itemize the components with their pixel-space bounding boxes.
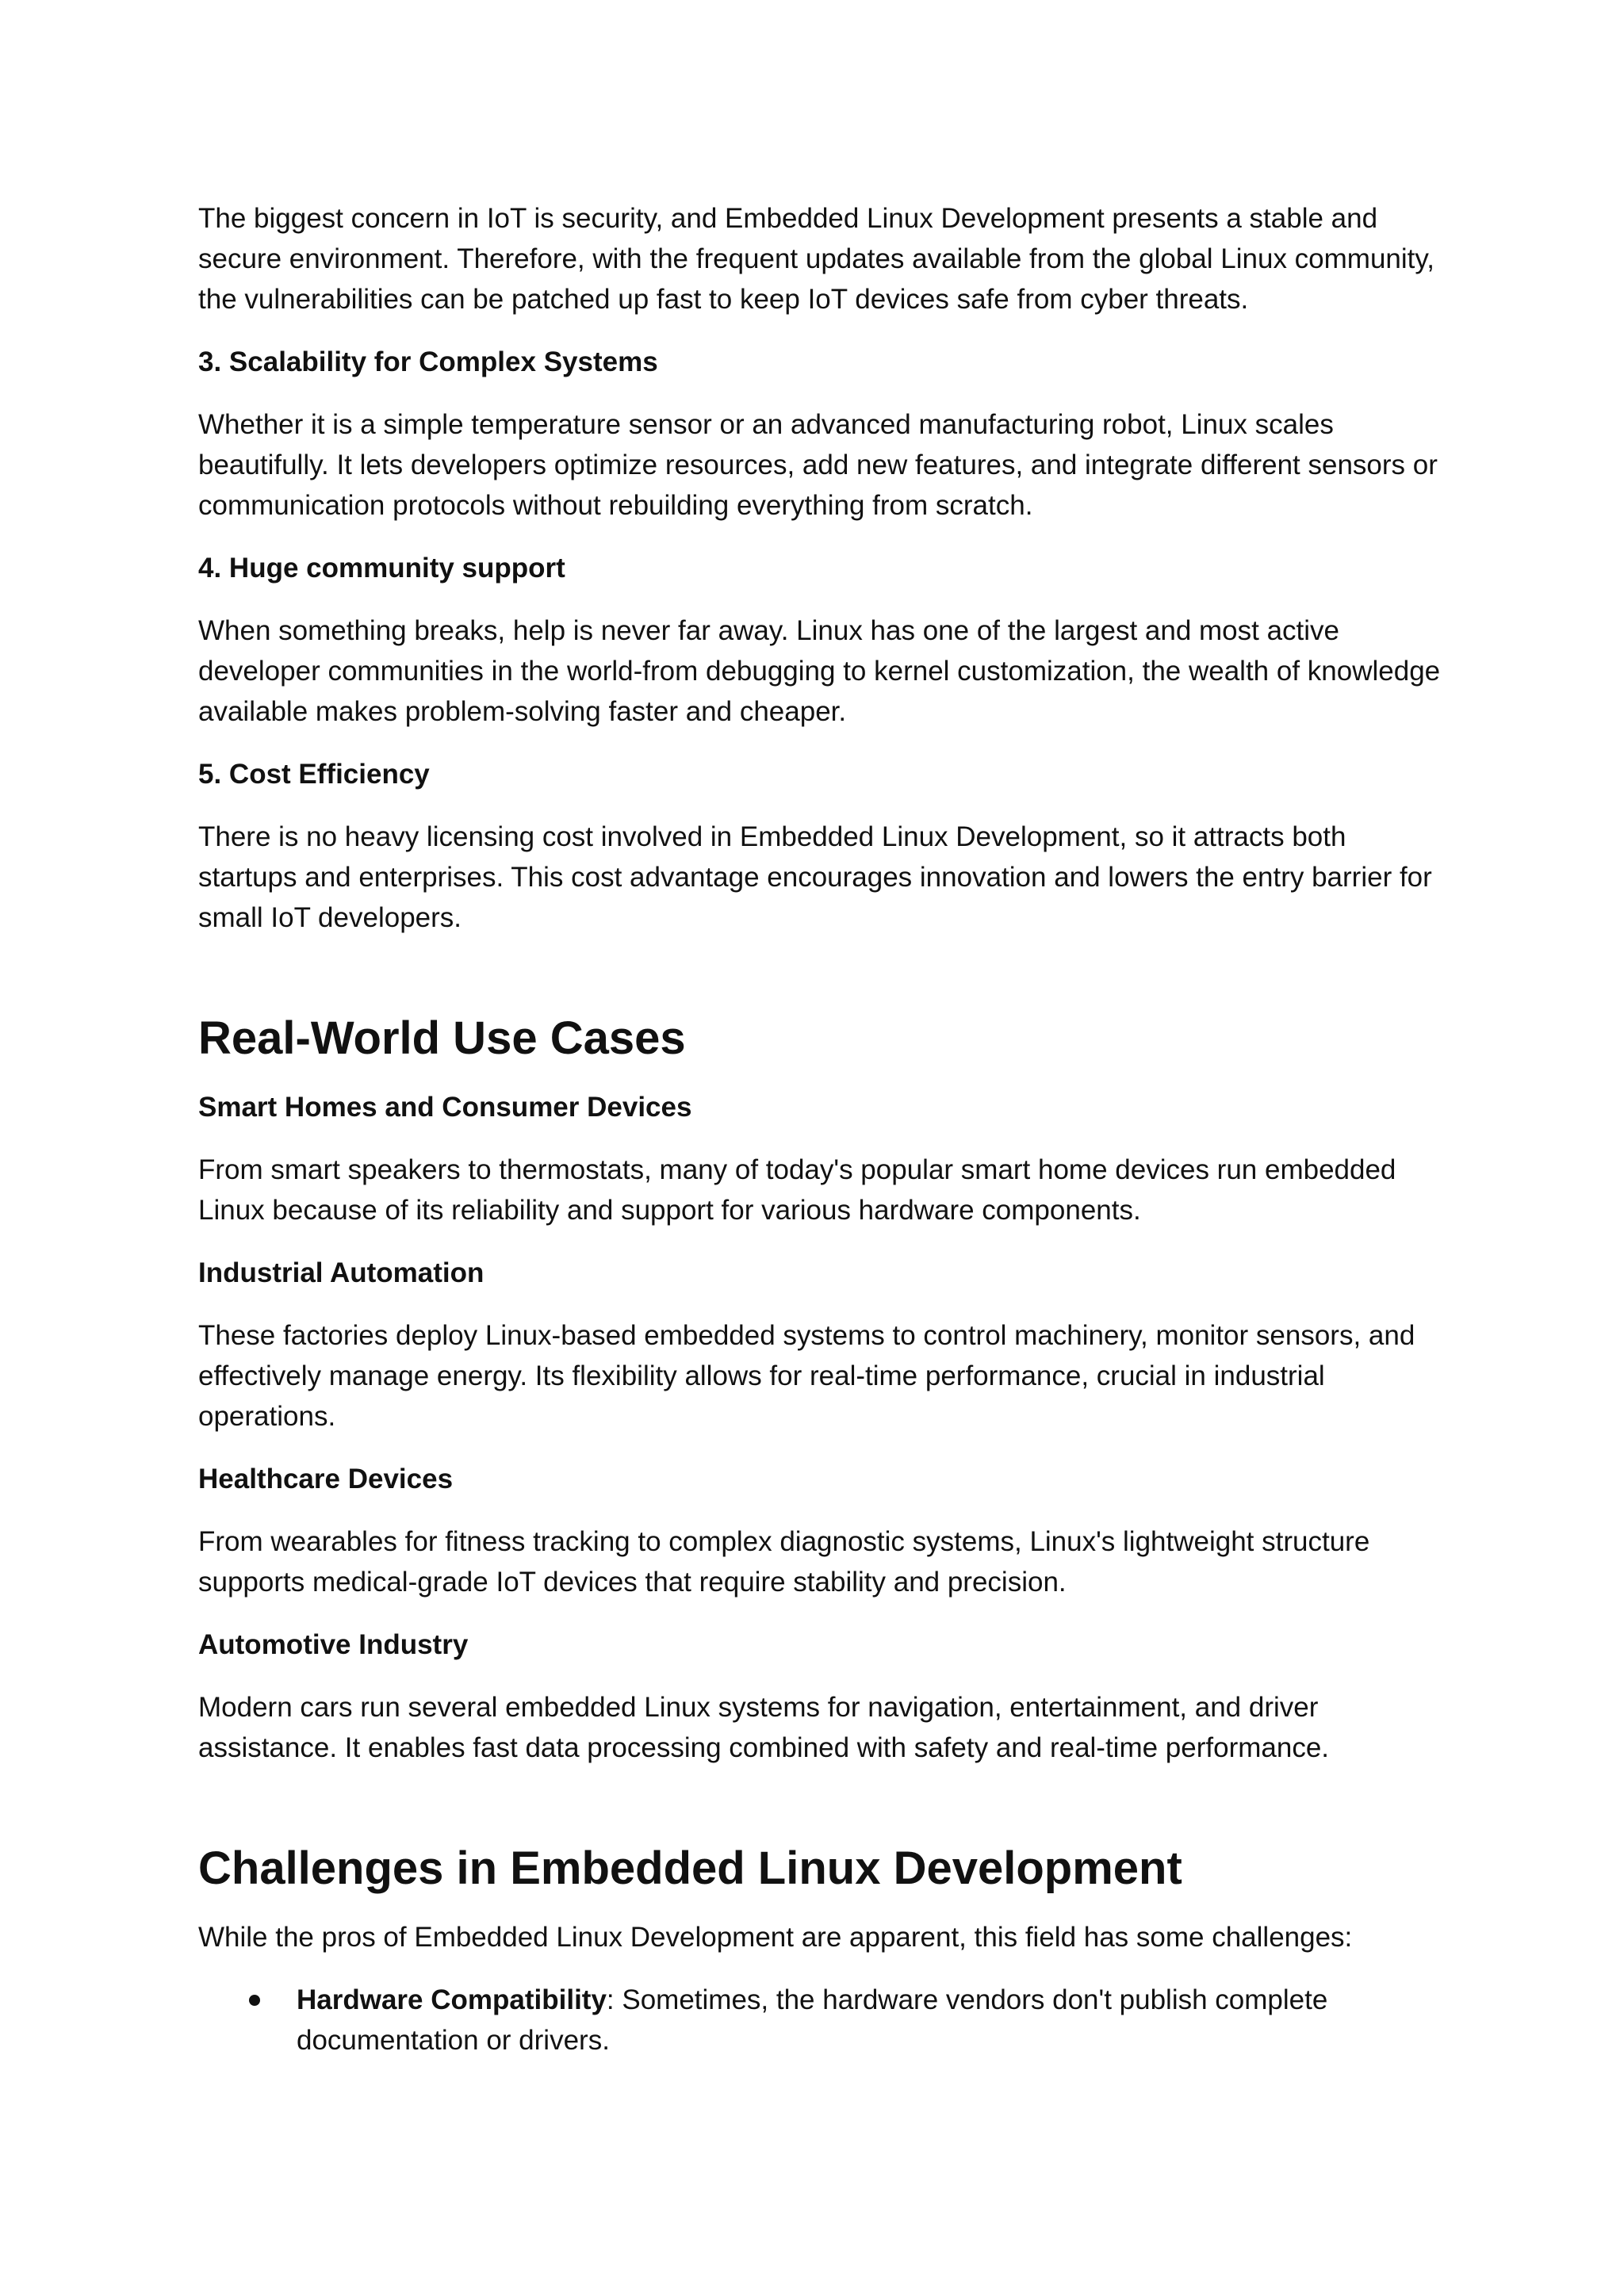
use-cases-title: Real-World Use Cases [198, 1012, 686, 1064]
industrial-paragraph: These factories deploy Linux-based embedded systems to control machinery, monitor sensors, and effectively manage energy. Its flexibility allows for real-time performance, crucial in industrial operations. [198, 1320, 1415, 1432]
smart-homes-heading: Smart Homes and Consumer Devices [198, 1092, 692, 1123]
automotive-paragraph: Modern cars run several embedded Linux systems for navigation, entertainment, and driver assistance. It enables fast data processing combined with safety and real-time performance. [198, 1692, 1330, 1763]
challenges-list [198, 1980, 1451, 2061]
community-heading: 4. Huge community support [198, 553, 565, 584]
scalability-heading: 3. Scalability for Complex Systems [198, 346, 658, 377]
challenge-term: Hardware Compatibility [297, 1984, 607, 2015]
challenges-intro: While the pros of Embedded Linux Development are apparent, this field has some challenges: [198, 1922, 1353, 1953]
document-body [198, 198, 1451, 2061]
cost-paragraph: There is no heavy licensing cost involved in Embedded Linux Development, so it attracts both startups and enterprises. This cost advantage encourages innovation and lowers the entry barrier for small IoT developers. [198, 821, 1432, 933]
healthcare-heading: Healthcare Devices [198, 1464, 454, 1494]
healthcare-paragraph: From wearables for fitness tracking to complex diagnostic systems, Linux's lightweight structure supports medical-grade IoT devices that require stability and precision. [198, 1526, 1370, 1598]
challenge-text: : Sometimes, the hardware vendors don't publish complete documentation or drivers. [297, 1984, 1328, 2056]
cost-heading: 5. Cost Efficiency [198, 759, 430, 790]
list-item [198, 1980, 1451, 2061]
automotive-heading: Automotive Industry [198, 1629, 469, 1660]
industrial-heading: Industrial Automation [198, 1257, 485, 1288]
scalability-paragraph: Whether it is a simple temperature sensor or an advanced manufacturing robot, Linux scales beautifully. It lets developers optimize resources, add new features, and integrate different sensors or communication protocols without rebuilding everything from scratch. [198, 409, 1438, 521]
challenges-title: Challenges in Embedded Linux Development [198, 1843, 1182, 1894]
bullet-icon [249, 1995, 260, 2006]
intro-paragraph: The biggest concern in IoT is security, and Embedded Linux Development presents a stable and secure environment. Therefore, with the frequent updates available from the global Linux community, the vulnerabilities can be patched up fast to keep IoT devices safe from cyber threats. [198, 203, 1435, 315]
smart-homes-paragraph: From smart speakers to thermostats, many of today's popular smart home devices run embedded Linux because of its reliability and support for various hardware components. [198, 1154, 1396, 1226]
community-paragraph: When something breaks, help is never far away. Linux has one of the largest and most active developer communities in the world-from debugging to kernel customization, the wealth of knowledge available makes problem-solving faster and cheaper. [198, 615, 1441, 727]
